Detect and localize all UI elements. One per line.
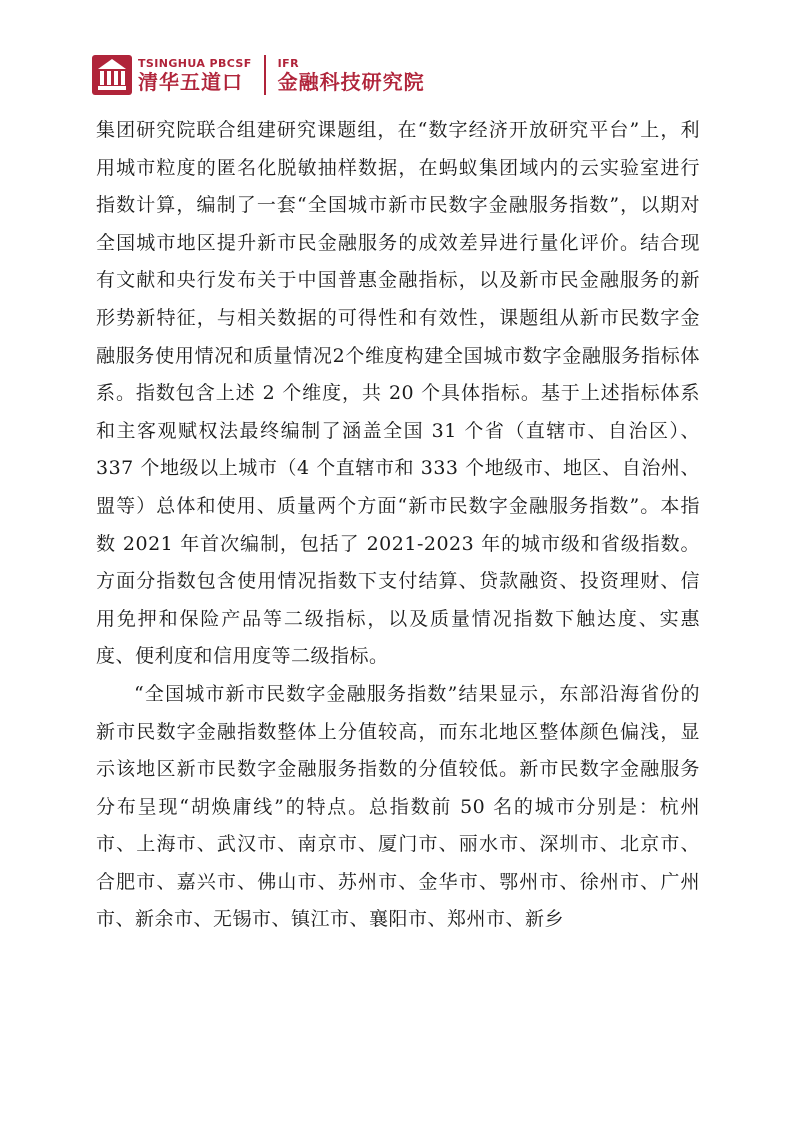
brand-left	[138, 57, 252, 94]
brand-right	[278, 57, 425, 94]
brand-en-right: IFR	[277, 56, 299, 70]
page-header	[92, 52, 425, 98]
paragraph-2: “全国城市新市民数字金融服务指数”结果显示，东部沿海省份的新市民数字金融指数整体上分值较高，而东北地区整体颜色偏浅，显示该地区新市民数字金融服务指数的分值较低。新市民数字金融服务分布呈现“胡焕庸线”的特点。总指数前 50 名的城市分别是：杭州市、上海市、武汉市、南京市、厦门市、丽水市、深圳市、北京市、合肥市、嘉兴市、佛山市、苏州市、金华市、鄂州市、徐州市、广州市、新余市、无锡市、镇江市、襄阳市、郑州市、新乡	[96, 682, 700, 931]
tsinghua-pbcsf-logo-icon	[92, 55, 132, 95]
brand-en-left: TSINGHUA PBCSF	[138, 56, 252, 70]
header-divider	[264, 55, 266, 95]
paragraph-1: 集团研究院联合组建研究课题组，在“数字经济开放研究平台”上，利用城市粒度的匿名化脱敏抽样数据，在蚂蚁集团域内的云实验室进行指数计算，编制了一套“全国城市新市民数字金融服务指数”，以期对全国城市地区提升新市民金融服务的成效差异进行量化评价。结合现有文献和央行发布关于中国普惠金融指标，以及新市民金融服务的新形势新特征，与相关数据的可得性和有效性，课题组从新市民数字金融服务使用情况和质量情况2个维度构建全国城市数字金融服务指标体系。指数包含上述 2 个维度，共 20 个具体指标。基于上述指标体系和主客观赋权法最终编制了涵盖全国 31 个省（直辖市、自治区）、337 个地级以上城市（4 个直辖市和 333 个地级市、地区、自治州、盟等）总体和使用、质量两个方面“新市民数字金融服务指数”。本指数 2021 年首次编制，包括了 2021-2023 年的城市级和省级指数。方面分指数包含使用情况指数下支付结算、贷款融资、投资理财、信用免押和保险产品等二级指标，以及质量情况指数下触达度、实惠度、便利度和信用度等二级指标。	[96, 119, 700, 668]
body-text	[96, 112, 700, 939]
brand-cn-left: 清华五道口	[138, 69, 243, 94]
brand-cn-right: 金融科技研究院	[277, 69, 425, 94]
